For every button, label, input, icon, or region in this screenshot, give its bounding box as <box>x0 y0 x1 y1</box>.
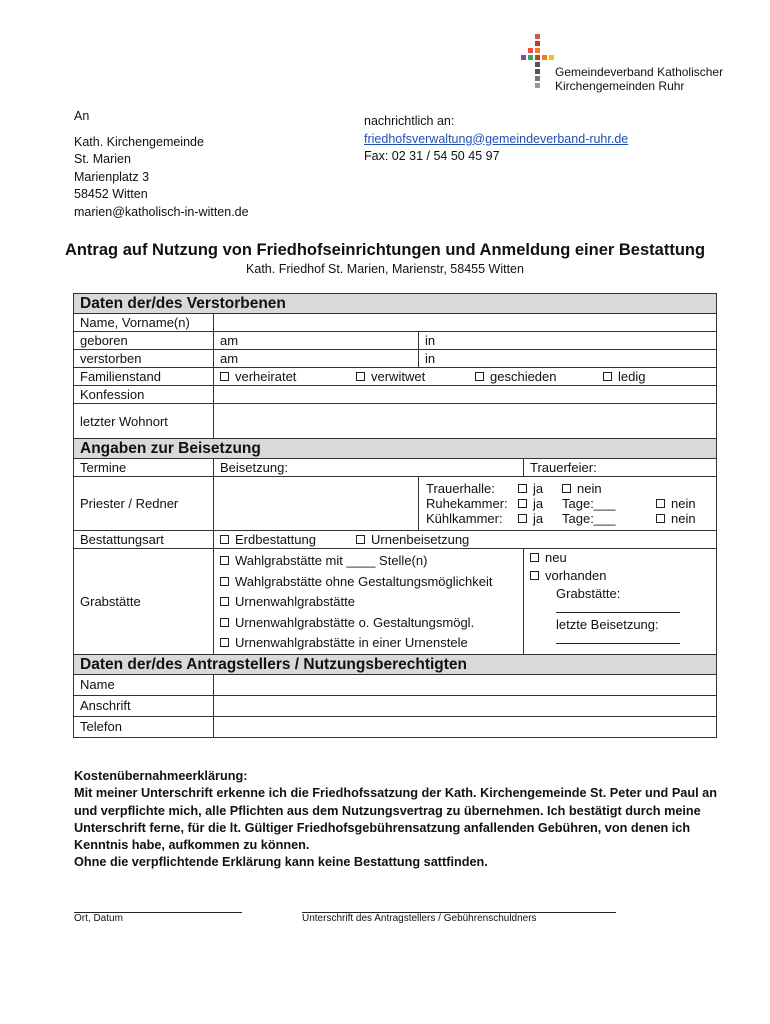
checkbox[interactable] <box>220 618 229 627</box>
checkbox[interactable] <box>656 514 665 523</box>
grave-options <box>214 549 524 655</box>
option-earth-burial[interactable] <box>220 532 356 547</box>
option-label: Wahlgrabstätte ohne Gestaltungsmöglichkeit <box>235 573 493 589</box>
room-empty <box>656 481 716 496</box>
cost-declaration <box>74 768 719 872</box>
cc-fax: Fax: 02 31 / 54 50 45 97 <box>364 149 500 163</box>
logo-line-1: Gemeindeverband Katholischer <box>555 65 724 79</box>
checkbox[interactable] <box>220 556 229 565</box>
checkbox[interactable] <box>220 372 229 381</box>
name-label: Name, Vorname(n) <box>74 314 214 332</box>
declaration-closing: Ohne die verpflichtende Erklärung kann keine Bestattung sattfinden. <box>74 855 488 870</box>
applicant-address-label: Anschrift <box>74 695 214 716</box>
in-label: in <box>425 333 436 348</box>
option-label: vorhanden <box>545 568 607 583</box>
option-label: verwitwet <box>371 369 426 384</box>
option-label: verheiratet <box>235 369 297 384</box>
checkbox[interactable] <box>562 484 571 493</box>
residence-label: letzter Wohnort <box>74 404 214 439</box>
recipient-address <box>74 108 249 221</box>
name-field[interactable] <box>214 314 717 332</box>
logo-cross-icon <box>519 34 559 94</box>
trauerfeier-field[interactable] <box>524 459 717 477</box>
declaration-text: Mit meiner Unterschrift erkenne ich die Friedhofssatzung der Kath. Kirchengemeinde St. Peter und Paul an und verpflichte mich, alle Pflichten aus dem Nutzungsvertrag zu übernehmen. Ich bestätigt durch meine Unterschrift ferne, für die lt. Gültiger Friedhofsgebührensatzung anfallenden Gebühren, von denen ich Kenntnis habe, aufkommen zu können. <box>74 786 717 853</box>
page-subtitle: Kath. Friedhof St. Marien, Marienstr, 58455 Witten <box>246 262 524 276</box>
checkbox[interactable] <box>356 535 365 544</box>
option-married[interactable] <box>220 369 356 384</box>
recipient-line: Kath. Kirchengemeinde <box>74 134 204 149</box>
applicant-address-field[interactable] <box>214 695 717 716</box>
born-date-field[interactable] <box>214 332 419 350</box>
checkbox[interactable] <box>475 372 484 381</box>
beisetzung-label: Beisetzung: <box>220 460 288 475</box>
confession-label: Konfession <box>74 386 214 404</box>
room-nein[interactable] <box>656 496 716 511</box>
burial-type-options <box>214 531 717 549</box>
rooms-table <box>426 481 716 526</box>
grave-label: Grabstätte <box>74 549 214 655</box>
to-label: An <box>74 109 90 123</box>
grave-new[interactable] <box>530 549 716 567</box>
last-burial-line[interactable] <box>556 634 680 644</box>
room-name: Ruhekammer: <box>426 496 508 511</box>
checkbox[interactable] <box>220 597 229 606</box>
section-burial-heading: Angaben zur Beisetzung <box>74 439 717 459</box>
died-place-field[interactable] <box>419 350 717 368</box>
rooms-cell <box>419 477 717 531</box>
option-label: Urnenwahlgrabstätte o. Gestaltungsmögl. <box>235 614 475 630</box>
option-urn-burial[interactable] <box>356 532 469 547</box>
ja-label: ja <box>533 511 544 526</box>
option-label: neu <box>545 550 567 565</box>
died-date-field[interactable] <box>214 350 419 368</box>
option-label: Urnenbeisetzung <box>371 532 470 547</box>
checkbox[interactable] <box>518 514 527 523</box>
cc-label: nachrichtlich an: <box>364 114 455 128</box>
confession-field[interactable] <box>214 386 717 404</box>
ja-label: ja <box>533 481 544 496</box>
room-ja[interactable] <box>518 511 562 526</box>
cc-email-link[interactable]: friedhofsverwaltung@gemeindeverband-ruhr.de <box>364 131 629 146</box>
checkbox[interactable] <box>603 372 612 381</box>
logo-line-2: Kirchengemeinden Ruhr <box>555 79 685 93</box>
cc-block <box>364 113 628 166</box>
grave-option[interactable] <box>220 572 523 593</box>
checkbox[interactable] <box>220 535 229 544</box>
grave-option[interactable] <box>220 613 523 634</box>
applicant-name-label: Name <box>74 674 214 695</box>
marital-label: Familienstand <box>74 368 214 386</box>
room-nein[interactable] <box>562 481 656 496</box>
option-widowed[interactable] <box>356 369 475 384</box>
ja-label: ja <box>533 496 544 511</box>
born-place-field[interactable] <box>419 332 717 350</box>
option-label: geschieden <box>490 369 557 384</box>
option-label: ledig <box>618 369 646 384</box>
option-label: Wahlgrabstätte mit ____ Stelle(n) <box>235 553 428 568</box>
option-label: Urnenwahlgrabstätte <box>235 594 355 609</box>
burial-type-label: Bestattungsart <box>74 531 214 549</box>
section-deceased-heading: Daten der/des Verstorbenen <box>74 294 717 314</box>
page-title: Antrag auf Nutzung von Friedhofseinrichtungen und Anmeldung einer Bestattung <box>64 241 706 259</box>
recipient-line: 58452 Witten <box>74 187 148 201</box>
priest-label: Priester / Redner <box>74 477 214 531</box>
recipient-line: Marienplatz 3 <box>74 169 150 184</box>
nein-label: nein <box>671 496 696 511</box>
grave-option[interactable] <box>220 592 523 613</box>
died-label: verstorben <box>74 350 214 368</box>
applicant-phone-field[interactable] <box>214 716 717 737</box>
residence-field[interactable] <box>214 404 717 439</box>
application-form <box>73 293 717 738</box>
grave-option[interactable] <box>220 551 523 572</box>
option-divorced[interactable] <box>475 369 603 384</box>
option-label: Urnenwahlgrabstätte in einer Urnenstele <box>235 635 468 650</box>
option-label: Erdbestattung <box>235 532 316 547</box>
room-name: Kühlkammer: <box>426 511 503 526</box>
applicant-name-field[interactable] <box>214 674 717 695</box>
room-days[interactable]: Tage:___ <box>562 496 616 511</box>
checkbox[interactable] <box>220 577 229 586</box>
grave-existing[interactable] <box>530 567 716 585</box>
logo <box>519 34 724 96</box>
checkbox[interactable] <box>530 571 539 580</box>
born-label: geboren <box>74 332 214 350</box>
recipient-email: marien@katholisch-in-witten.de <box>74 204 249 219</box>
checkbox[interactable] <box>518 484 527 493</box>
am-label: am <box>220 351 239 366</box>
applicant-signature[interactable] <box>302 912 616 924</box>
trauerfeier-label: Trauerfeier: <box>530 460 597 475</box>
checkbox[interactable] <box>656 499 665 508</box>
am-label: am <box>220 333 239 348</box>
room-name: Trauerhalle: <box>426 481 495 496</box>
nein-label: nein <box>671 511 696 526</box>
checkbox[interactable] <box>356 372 365 381</box>
place-date-label: Ort, Datum <box>74 913 123 924</box>
last-burial-label: letzte Beisetzung: <box>556 617 659 632</box>
checkbox[interactable] <box>530 553 539 562</box>
priest-field[interactable] <box>214 477 419 531</box>
grave-status <box>524 549 717 655</box>
grave-option[interactable] <box>220 633 523 654</box>
nein-label: nein <box>577 481 602 496</box>
option-single[interactable] <box>603 369 645 384</box>
section-applicant-heading: Daten der/des Antragstellers / Nutzungsberechtigten <box>74 654 717 674</box>
dates-label: Termine <box>74 459 214 477</box>
signature-label: Unterschrift des Antragstellers / Gebührenschuldners <box>302 913 537 924</box>
room-days[interactable]: Tage:___ <box>562 511 616 526</box>
grave-site-line[interactable] <box>556 603 680 613</box>
checkbox[interactable] <box>518 499 527 508</box>
room-nein[interactable] <box>656 511 716 526</box>
place-date-signature[interactable] <box>74 912 242 924</box>
marital-options <box>214 368 717 386</box>
room-ja[interactable] <box>518 481 562 496</box>
recipient-line: St. Marien <box>74 152 131 166</box>
in-label: in <box>425 351 436 366</box>
beisetzung-field[interactable] <box>214 459 524 477</box>
room-ja[interactable] <box>518 496 562 511</box>
grave-site-label: Grabstätte: <box>556 586 621 601</box>
applicant-phone-label: Telefon <box>74 716 214 737</box>
declaration-heading: Kostenübernahmeerklärung: <box>74 769 248 783</box>
checkbox[interactable] <box>220 638 229 647</box>
